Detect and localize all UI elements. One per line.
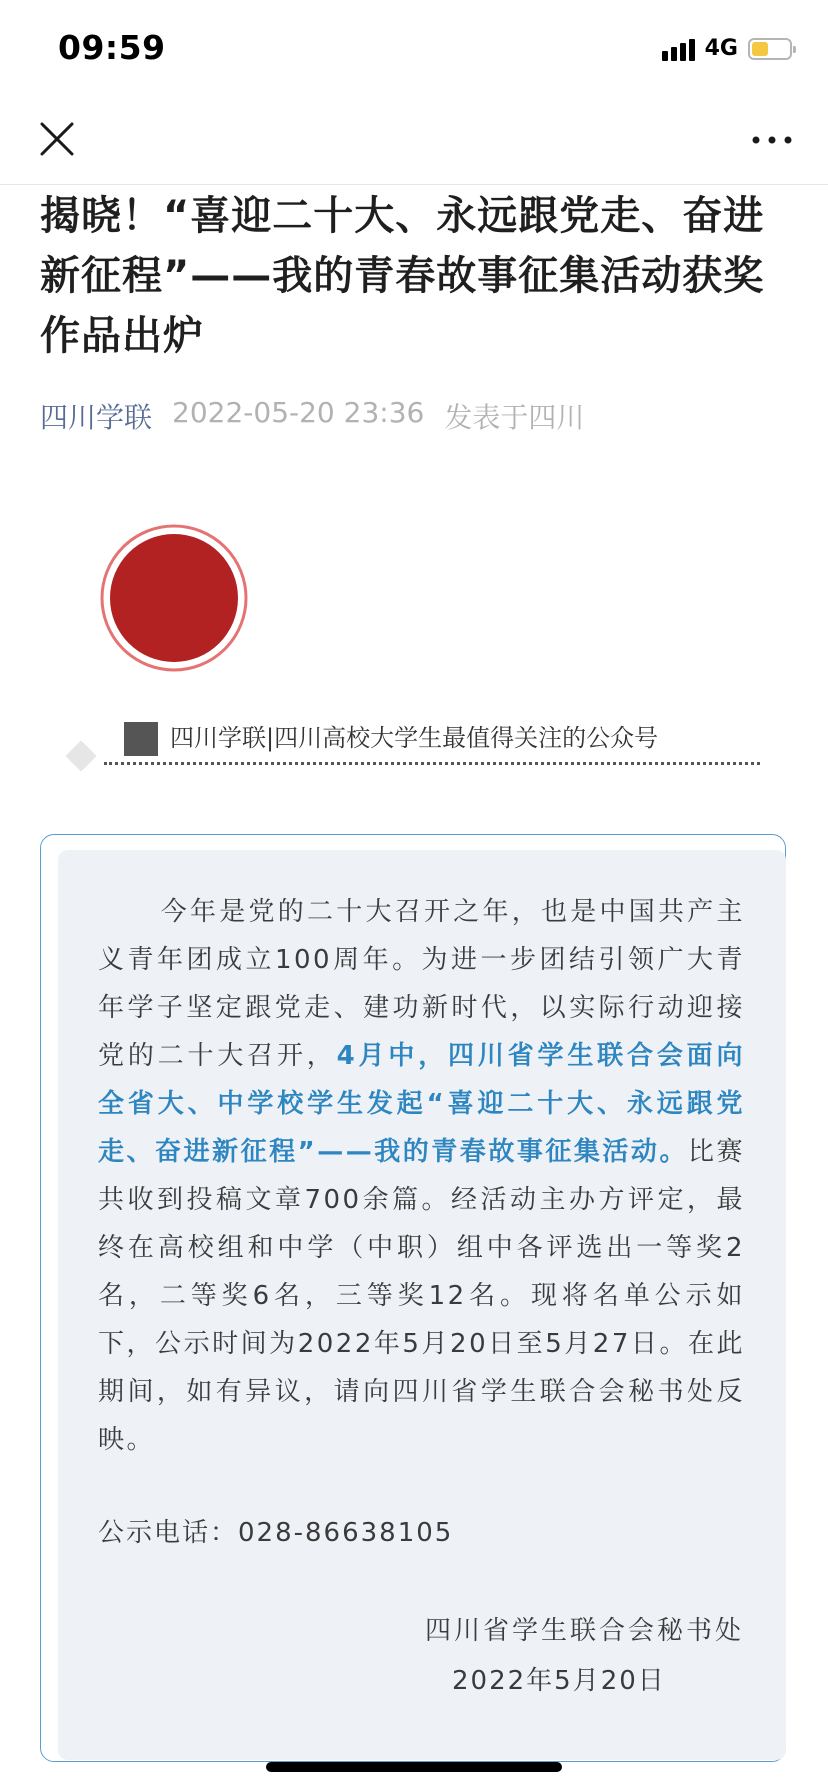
status-bar	[0, 0, 828, 96]
battery-level	[752, 42, 768, 56]
close-button[interactable]	[36, 118, 78, 160]
account-logo	[98, 522, 250, 674]
status-time: 09:59	[58, 28, 166, 67]
notice-text-body: 比赛共收到投稿文章700余篇。经活动主办方评定，最终在高校组和中学（中职）组中各评选出一等奖2名，二等奖6名，三等奖12名。现将名单公示如下，公示时间为2022年5月20日至5月27日。在此期间，如有异议，请向四川省学生联合会秘书处反映。	[98, 1137, 745, 1455]
banner-caption: 四川学联|四川高校大学生最值得关注的公众号	[170, 724, 659, 752]
signal-icon	[662, 37, 695, 61]
more-button[interactable]	[748, 124, 796, 156]
banner-diamond-decoration	[65, 740, 96, 771]
notice-text-highlight: 4月中，四川省学生联合会面向全省大、中学校学生发起“喜迎二十大、永远跟党走、奋进新征程”——我的青春故事征集活动。	[98, 1041, 745, 1167]
publish-location: 发表于四川	[444, 401, 585, 434]
notice-paragraph	[98, 888, 745, 1464]
status-indicators	[662, 36, 792, 61]
home-indicator[interactable]	[266, 1762, 562, 1772]
banner-divider	[104, 762, 760, 765]
more-horizontal-icon	[748, 124, 796, 156]
notice-phone: 公示电话：028-86638105	[98, 1518, 454, 1548]
notice-date: 2022年5月20日	[452, 1666, 666, 1696]
close-icon	[36, 118, 78, 160]
article-title: 揭晓！“喜迎二十大、永远跟党走、奋进新征程”——我的青春故事征集活动获奖作品出炉	[40, 193, 765, 359]
banner-square-icon	[124, 722, 158, 756]
network-type: 4G	[704, 36, 738, 61]
publish-date: 2022-05-20 23:36	[172, 396, 425, 429]
account-link[interactable]: 四川学联	[40, 401, 153, 434]
nav-bar	[0, 96, 828, 185]
notice-text-intro: 今年是党的二十大召开之年，也是中国共产主义青年团成立100周年。为进一步团结引领广大青年学子坚定跟党走、建功新时代，以实际行动迎接党的二十大召开，	[98, 897, 745, 1071]
notice-signature: 四川省学生联合会秘书处	[424, 1616, 744, 1646]
battery-icon	[748, 38, 792, 60]
article-meta	[40, 396, 584, 436]
